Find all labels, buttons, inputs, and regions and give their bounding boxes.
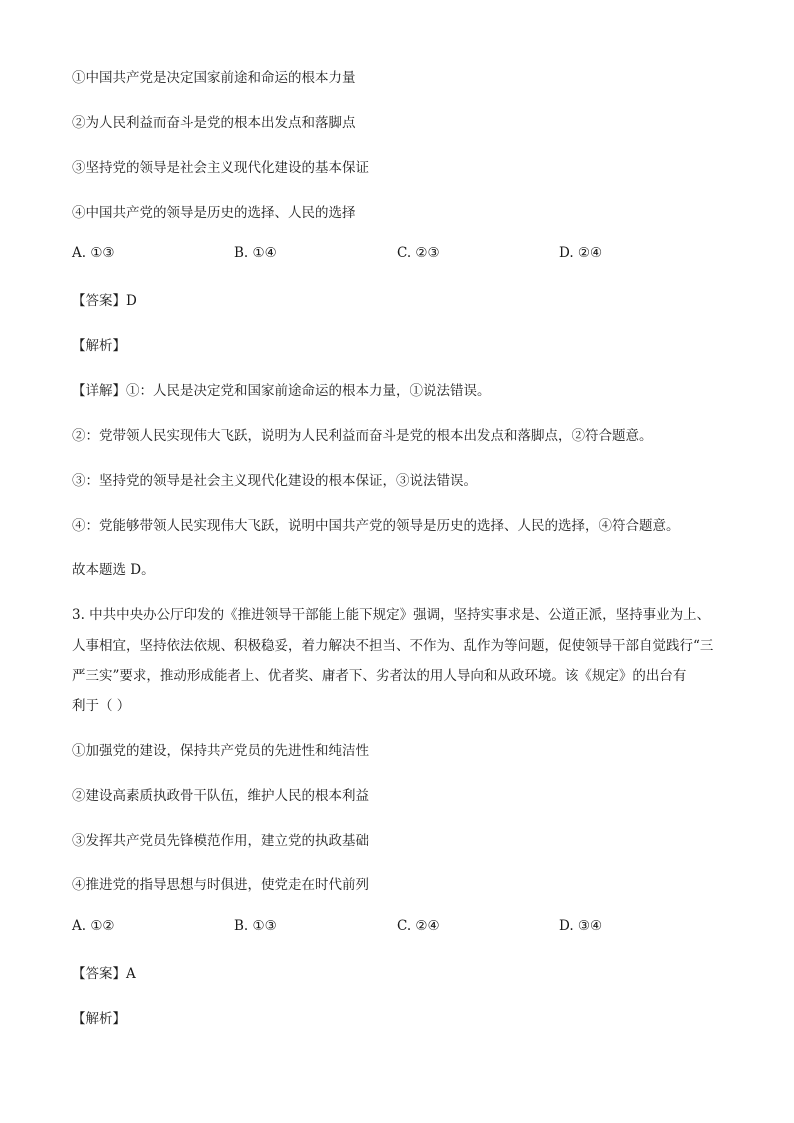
q2-option-d: D. ②④ bbox=[559, 245, 603, 261]
q3-option-c: C. ②④ bbox=[397, 918, 440, 934]
q2-detail-4: ④：党能够带领人民实现伟大飞跃，说明中国共产党的领导是历史的选择、人民的选择，④符合题意。 bbox=[72, 518, 680, 534]
q3-stem-line-2: 人事相宜，坚持依法依规、积极稳妥，着力解决不担当、不作为、乱作为等问题，促使领导干部自觉践行“三 bbox=[72, 638, 714, 654]
answer-tag: 【答案】 bbox=[72, 293, 126, 309]
q3-statement-1: ①加强党的建设，保持共产党员的先进性和纯洁性 bbox=[72, 743, 369, 759]
detail-tag: 【详解】 bbox=[72, 383, 126, 399]
answer-tag: 【答案】 bbox=[72, 966, 126, 982]
q2-conclusion: 故本题选 D。 bbox=[72, 562, 155, 578]
q3-stem-line-1: 3. 中共中央办公厅印发的《推进领导干部能上能下规定》强调，坚持实事求是、公道正派，坚持事业为上、 bbox=[72, 607, 711, 623]
q2-statement-1: ①中国共产党是决定国家前途和命运的根本力量 bbox=[72, 70, 356, 86]
q2-answer bbox=[72, 289, 137, 309]
q2-analysis-heading: 【解析】 bbox=[72, 338, 126, 354]
q2-option-c: C. ②③ bbox=[397, 245, 440, 261]
q2-detail-2: ②：党带领人民实现伟大飞跃，说明为人民利益而奋斗是党的根本出发点和落脚点，②符合题意。 bbox=[72, 428, 653, 444]
q3-analysis-heading: 【解析】 bbox=[72, 1011, 126, 1027]
answer-value: D bbox=[126, 293, 137, 309]
q2-statement-2: ②为人民利益而奋斗是党的根本出发点和落脚点 bbox=[72, 115, 356, 131]
q3-stem-line-4: 利于（ ） bbox=[72, 698, 131, 714]
q2-option-a: A. ①③ bbox=[72, 245, 115, 261]
q3-statement-4: ④推进党的指导思想与时俱进，使党走在时代前列 bbox=[72, 877, 369, 893]
q3-statement-3: ③发挥共产党员先锋模范作用，建立党的执政基础 bbox=[72, 833, 369, 849]
q2-option-b: B. ①④ bbox=[234, 245, 277, 261]
detail-text: ①：人民是决定党和国家前途命运的根本力量，①说法错误。 bbox=[126, 383, 491, 399]
q2-detail-1 bbox=[72, 379, 491, 399]
q3-option-b: B. ①③ bbox=[234, 918, 277, 934]
q3-stem-line-3: 严三实”要求，推动形成能者上、优者奖、庸者下、劣者汰的用人导向和从政环境。该《规定》的出台有 bbox=[72, 668, 687, 684]
q2-statement-3: ③坚持党的领导是社会主义现代化建设的基本保证 bbox=[72, 160, 369, 176]
q3-answer bbox=[72, 962, 136, 982]
answer-value: A bbox=[126, 966, 136, 982]
q3-option-d: D. ③④ bbox=[559, 918, 603, 934]
q2-statement-4: ④中国共产党的领导是历史的选择、人民的选择 bbox=[72, 205, 356, 221]
q2-detail-3: ③：坚持党的领导是社会主义现代化建设的根本保证，③说法错误。 bbox=[72, 473, 477, 489]
q3-statement-2: ②建设高素质执政骨干队伍，维护人民的根本利益 bbox=[72, 788, 369, 804]
q3-option-a: A. ①② bbox=[72, 918, 115, 934]
